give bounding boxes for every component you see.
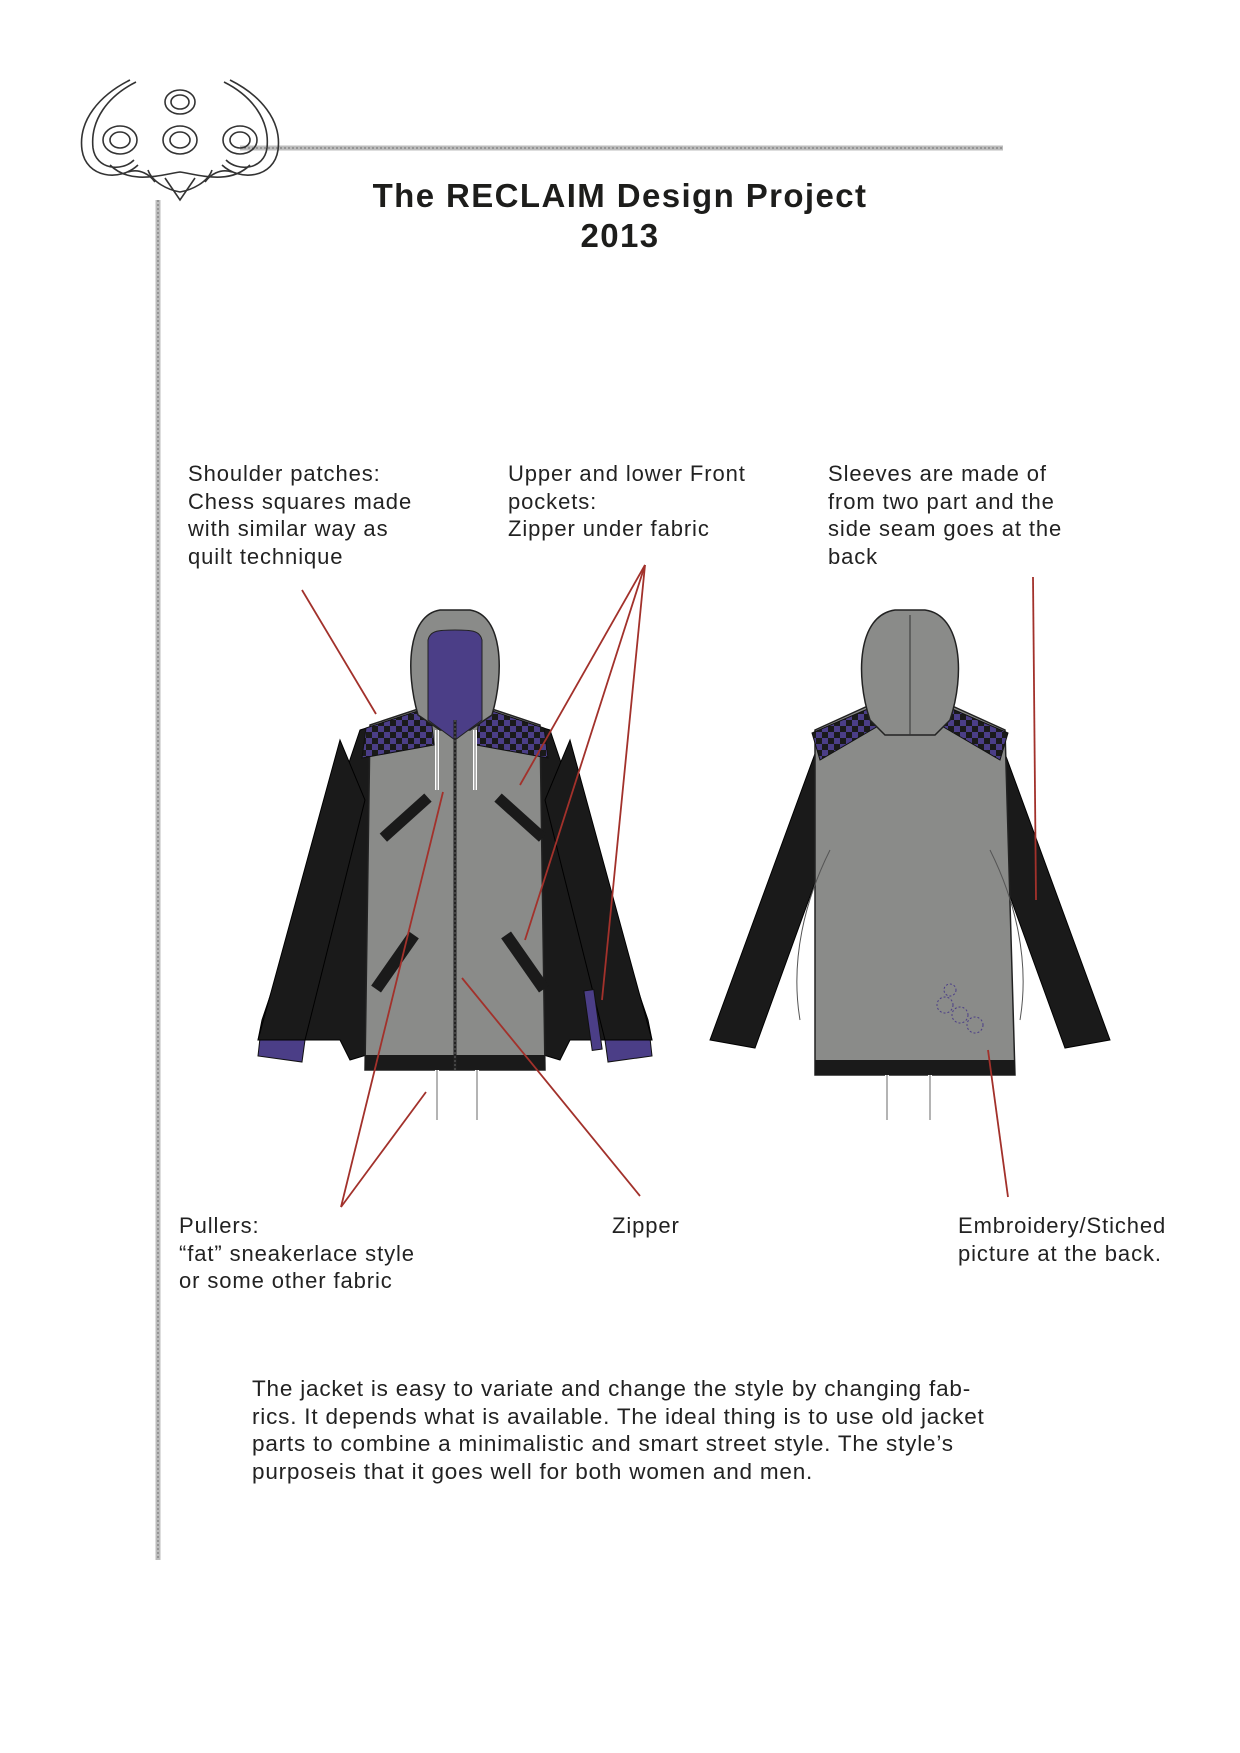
note-pullers: Pullers: “fat” sneakerlace style or some other fabric — [179, 1213, 415, 1293]
back-hem — [815, 1060, 1015, 1075]
note-embroidery: Embroidery/Stiched picture at the back. — [958, 1213, 1167, 1266]
back-body — [815, 705, 1015, 1075]
front-right-cuff — [605, 1038, 652, 1062]
note-front-pockets: Upper and lower Front pockets: Zipper under fabric — [508, 461, 746, 541]
description-paragraph: The jacket is easy to variate and change the style by changing fab- rics. It depends what is available. The ideal thing is to use old jacket parts to combine a minimalistic and smart street style. The style’s purposeis that it goes well for both women and men. — [252, 1376, 985, 1484]
note-shoulder-patches: Shoulder patches: Chess squares made with similar way as quilt technique — [188, 461, 413, 569]
note-zipper: Zipper — [612, 1213, 680, 1238]
back-jacket-drawing — [710, 610, 1110, 1120]
note-sleeves: Sleeves are made of from two part and the side seam goes at the back — [828, 461, 1063, 569]
front-left-cuff — [258, 1038, 305, 1062]
page-title: The RECLAIM Design Project — [372, 177, 868, 214]
front-jacket-drawing — [258, 610, 652, 1120]
page-year: 2013 — [580, 217, 660, 254]
